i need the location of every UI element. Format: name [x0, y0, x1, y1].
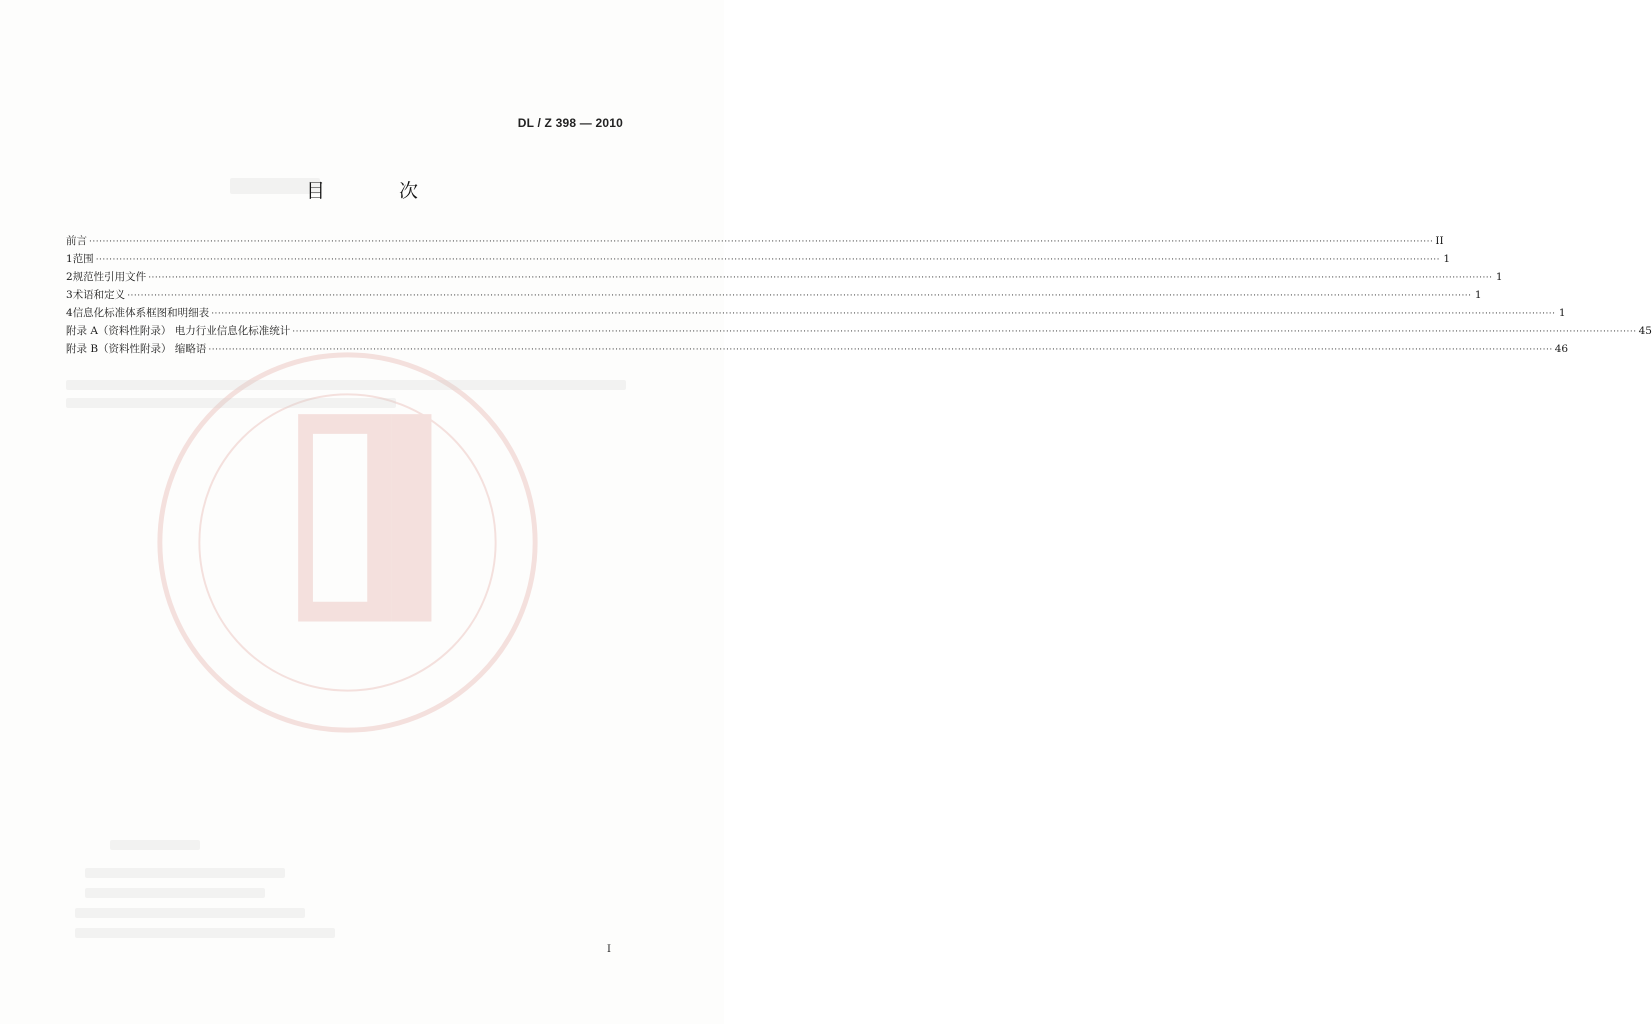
- bleed-through-text: [75, 928, 335, 938]
- toc-entry-label: 术语和定义: [72, 289, 126, 301]
- toc-entry-label: 附录 A（资料性附录） 电力行业信息化标准统计: [66, 325, 291, 337]
- bleed-through-text: [85, 868, 285, 878]
- toc-entry-page: 1: [1474, 289, 1482, 301]
- toc-entry[interactable]: [66, 322, 1652, 340]
- page-number: I: [607, 944, 611, 955]
- toc-entry-page: 45: [1638, 325, 1652, 337]
- toc-entry-label: 前言: [66, 235, 87, 247]
- toc-entry-page: 1: [1443, 253, 1451, 265]
- bleed-through-text: [75, 908, 305, 918]
- toc-entry-number: 3: [66, 289, 73, 301]
- toc-dot-leader: ················································································································································································································································································································································································································: [127, 291, 1472, 301]
- bleed-through-text: [110, 840, 200, 850]
- toc-entry-number: 1: [66, 253, 73, 265]
- toc-entry[interactable]: [66, 340, 1569, 358]
- toc-dot-leader: ················································································································································································································································································································································································································: [89, 237, 1434, 247]
- toc-entry[interactable]: [66, 304, 1566, 322]
- toc-dot-leader: ················································································································································································································································································································································································································: [208, 345, 1553, 355]
- bleed-through-text: [66, 398, 396, 408]
- toc-entry-page: 1: [1558, 307, 1566, 319]
- toc-dot-leader: ················································································································································································································································································································································································································: [292, 327, 1637, 337]
- toc-entry-label: 附录 B（资料性附录） 缩略语: [66, 343, 207, 355]
- toc-entry[interactable]: [66, 232, 1444, 250]
- toc-dot-leader: ················································································································································································································································································································································································································: [211, 309, 1556, 319]
- toc-entry[interactable]: [66, 268, 1503, 286]
- toc-entry-number: 4: [66, 307, 73, 319]
- bleed-through-text: [66, 380, 626, 390]
- toc-title: 目 次: [305, 180, 453, 202]
- toc-entry-number: 2: [66, 271, 73, 283]
- toc-entry-label: 信息化标准体系框图和明细表: [72, 307, 210, 319]
- toc-entry-page: 46: [1554, 343, 1569, 355]
- toc-entry[interactable]: [66, 286, 1482, 304]
- toc-entry-label: 规范性引用文件: [72, 271, 147, 283]
- bleed-through-text: [85, 888, 265, 898]
- toc-dot-leader: ················································································································································································································································································································································································································: [95, 255, 1441, 265]
- toc-dot-leader: ················································································································································································································································································································································································································: [148, 273, 1493, 283]
- toc-entry-label: 范围: [72, 253, 94, 265]
- table-of-contents: [66, 232, 1652, 358]
- toc-entry-page: 1: [1495, 271, 1503, 283]
- toc-entry-page: II: [1435, 235, 1444, 247]
- toc-entry[interactable]: [66, 250, 1451, 268]
- document-code: DL / Z 398 — 2010: [517, 116, 623, 130]
